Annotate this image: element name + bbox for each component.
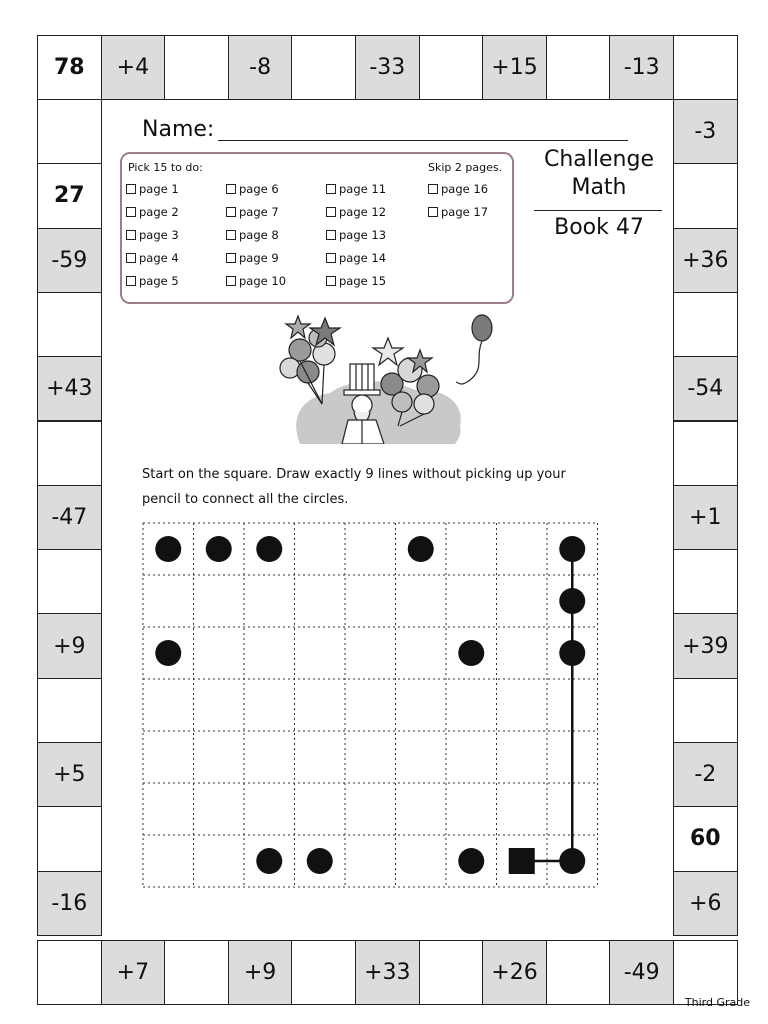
page-label: page 6 bbox=[239, 182, 279, 196]
title-book-number: Book 47 bbox=[554, 215, 644, 240]
instructions-line-2: pencil to connect all the circles. bbox=[142, 492, 349, 507]
checkbox-icon[interactable] bbox=[226, 184, 236, 194]
border-cell: -33 bbox=[355, 35, 420, 100]
skip-heading: Skip 2 pages. bbox=[428, 161, 503, 174]
border-cell bbox=[37, 678, 102, 743]
page-checkbox-item[interactable] bbox=[428, 205, 488, 219]
border-cell bbox=[37, 292, 102, 357]
border-cell: +5 bbox=[37, 742, 102, 807]
page-label: page 4 bbox=[139, 251, 179, 265]
border-cell bbox=[291, 940, 356, 1005]
title-divider bbox=[534, 210, 662, 211]
checkbox-icon[interactable] bbox=[126, 253, 136, 263]
border-cell bbox=[419, 940, 484, 1005]
border-cell: +9 bbox=[37, 613, 102, 678]
title-challenge: Challenge bbox=[544, 147, 654, 172]
puzzle-circle-dot[interactable] bbox=[307, 848, 333, 874]
border-cell bbox=[37, 99, 102, 164]
checkbox-icon[interactable] bbox=[226, 276, 236, 286]
page-checkbox-item[interactable] bbox=[226, 251, 279, 265]
page-checklist-box bbox=[120, 152, 514, 304]
checkbox-icon[interactable] bbox=[428, 207, 438, 217]
border-cell bbox=[419, 35, 484, 100]
border-cell: +39 bbox=[673, 613, 738, 678]
border-cell bbox=[673, 292, 738, 357]
border-cell bbox=[673, 163, 738, 228]
instructions-line-1: Start on the square. Draw exactly 9 lines without picking up your bbox=[142, 467, 566, 482]
page-label: page 12 bbox=[339, 205, 387, 219]
page-label: page 16 bbox=[441, 182, 489, 196]
pick-heading: Pick 15 to do: bbox=[128, 161, 203, 174]
checkbox-icon[interactable] bbox=[126, 276, 136, 286]
border-cell bbox=[37, 940, 102, 1005]
floating-balloon-icon bbox=[456, 315, 492, 384]
puzzle-circle-dot[interactable] bbox=[256, 848, 282, 874]
border-cell: -3 bbox=[673, 99, 738, 164]
page-checkbox-item[interactable] bbox=[326, 205, 386, 219]
uncle-sam-balloons-illustration bbox=[270, 308, 500, 444]
checkbox-icon[interactable] bbox=[226, 253, 236, 263]
page-checkbox-item[interactable] bbox=[226, 274, 286, 288]
page-label: page 9 bbox=[239, 251, 279, 265]
border-cell: -47 bbox=[37, 485, 102, 550]
instructions bbox=[142, 462, 622, 512]
page-label: page 7 bbox=[239, 205, 279, 219]
checkbox-icon[interactable] bbox=[326, 230, 336, 240]
dot-puzzle-grid[interactable] bbox=[142, 522, 598, 888]
puzzle-circle-dot[interactable] bbox=[408, 536, 434, 562]
border-cell: -8 bbox=[228, 35, 293, 100]
border-cell bbox=[673, 421, 738, 486]
page-checkbox-item[interactable] bbox=[126, 228, 179, 242]
border-cell: -59 bbox=[37, 228, 102, 293]
border-cell: +33 bbox=[355, 940, 420, 1005]
puzzle-circle-dot[interactable] bbox=[155, 640, 181, 666]
page-checkbox-item[interactable] bbox=[126, 251, 179, 265]
border-cell: -16 bbox=[37, 871, 102, 936]
page-checkbox-item[interactable] bbox=[326, 251, 386, 265]
checkbox-icon[interactable] bbox=[326, 207, 336, 217]
puzzle-circle-dot[interactable] bbox=[559, 588, 585, 614]
name-line[interactable] bbox=[218, 140, 628, 141]
page-label: page 1 bbox=[139, 182, 179, 196]
page-checkbox-item[interactable] bbox=[126, 205, 179, 219]
page-checkbox-item[interactable] bbox=[226, 205, 279, 219]
checkbox-icon[interactable] bbox=[326, 276, 336, 286]
border-cell bbox=[291, 35, 356, 100]
checkbox-icon[interactable] bbox=[126, 230, 136, 240]
puzzle-circle-dot[interactable] bbox=[559, 536, 585, 562]
border-cell: 27 bbox=[37, 163, 102, 228]
border-cell: +15 bbox=[482, 35, 547, 100]
page-label: page 17 bbox=[441, 205, 489, 219]
border-cell: +9 bbox=[228, 940, 293, 1005]
puzzle-circle-dot[interactable] bbox=[256, 536, 282, 562]
page-label: page 15 bbox=[339, 274, 387, 288]
page-checkbox-item[interactable] bbox=[326, 182, 386, 196]
checkbox-icon[interactable] bbox=[326, 253, 336, 263]
checkbox-icon[interactable] bbox=[428, 184, 438, 194]
page-label: page 11 bbox=[339, 182, 387, 196]
start-square[interactable] bbox=[509, 848, 535, 874]
left-balloon-bunch-icon bbox=[280, 316, 340, 404]
checkbox-icon[interactable] bbox=[326, 184, 336, 194]
border-cell bbox=[164, 35, 229, 100]
border-cell bbox=[546, 940, 611, 1005]
puzzle-circle-dot[interactable] bbox=[155, 536, 181, 562]
page-checkbox-item[interactable] bbox=[226, 228, 279, 242]
page-checkbox-item[interactable] bbox=[226, 182, 279, 196]
puzzle-circle-dot[interactable] bbox=[458, 640, 484, 666]
border-cell: -2 bbox=[673, 742, 738, 807]
border-cell bbox=[37, 421, 102, 486]
page-checkbox-item[interactable] bbox=[428, 182, 488, 196]
border-cell: +6 bbox=[673, 871, 738, 936]
border-cell bbox=[546, 35, 611, 100]
border-cell: +26 bbox=[482, 940, 547, 1005]
border-cell: +43 bbox=[37, 356, 102, 421]
page-checkbox-item[interactable] bbox=[126, 182, 179, 196]
border-cell bbox=[673, 35, 738, 100]
puzzle-circle-dot[interactable] bbox=[458, 848, 484, 874]
page-label: page 13 bbox=[339, 228, 387, 242]
page-checkbox-item[interactable] bbox=[326, 228, 386, 242]
puzzle-circle-dot[interactable] bbox=[206, 536, 232, 562]
checkbox-icon[interactable] bbox=[226, 207, 236, 217]
border-cell: +7 bbox=[101, 940, 166, 1005]
page-label: page 10 bbox=[239, 274, 287, 288]
grade-footer: Third Grade bbox=[684, 996, 750, 1009]
page-label: page 14 bbox=[339, 251, 387, 265]
border-cell: +1 bbox=[673, 485, 738, 550]
page-label: page 8 bbox=[239, 228, 279, 242]
border-cell: +36 bbox=[673, 228, 738, 293]
title-math: Math bbox=[571, 175, 627, 200]
checkbox-icon[interactable] bbox=[126, 184, 136, 194]
page-checkbox-item[interactable] bbox=[126, 274, 179, 288]
page-checkbox-item[interactable] bbox=[326, 274, 386, 288]
border-cell: 78 bbox=[37, 35, 102, 100]
border-cell bbox=[164, 940, 229, 1005]
border-cell bbox=[37, 549, 102, 614]
border-cell: -13 bbox=[609, 35, 674, 100]
page-label: page 2 bbox=[139, 205, 179, 219]
border-cell bbox=[673, 678, 738, 743]
border-cell: -54 bbox=[673, 356, 738, 421]
puzzle-circle-dot[interactable] bbox=[559, 640, 585, 666]
checkbox-icon[interactable] bbox=[126, 207, 136, 217]
name-label: Name: bbox=[142, 117, 215, 142]
border-cell bbox=[37, 806, 102, 871]
border-cell: -49 bbox=[609, 940, 674, 1005]
border-cell: 60 bbox=[673, 806, 738, 871]
puzzle-circle-dot[interactable] bbox=[559, 848, 585, 874]
page-label: page 5 bbox=[139, 274, 179, 288]
checkbox-icon[interactable] bbox=[226, 230, 236, 240]
border-cell bbox=[673, 549, 738, 614]
border-cell: +4 bbox=[101, 35, 166, 100]
page-label: page 3 bbox=[139, 228, 179, 242]
